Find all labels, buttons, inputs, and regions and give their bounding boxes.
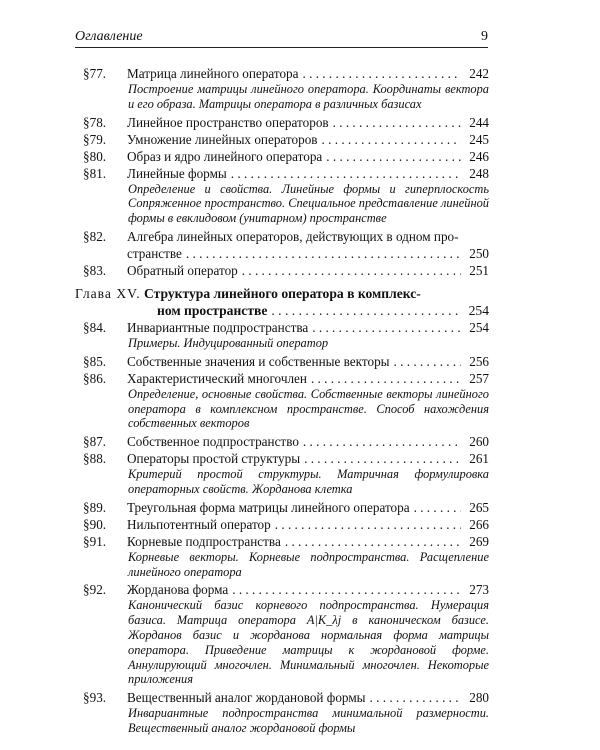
page-number: 256 [469, 353, 489, 369]
section-description: Определение и свойства. Линейные формы и гиперплоскость Сопряженное пространство. Специальное представление линейной формы в евклидовом (унитарном) пространстве [128, 181, 489, 226]
leader-dots [394, 353, 461, 370]
toc-entry[interactable] [75, 228, 489, 262]
chapter-title: Структура линейного оператора в комплекс- [144, 285, 421, 301]
toc-entry[interactable] [75, 516, 489, 533]
toc-entry[interactable] [75, 65, 489, 112]
section-title: Собственные значения и собственные векторы [127, 353, 390, 369]
section-number: §88. [83, 451, 107, 467]
leader-dots [303, 65, 462, 82]
section-number: §81. [83, 165, 107, 181]
section-title: Собственное подпространство [127, 434, 299, 450]
leader-dots [322, 131, 461, 148]
section-number: §92. [83, 582, 107, 598]
section-number: §91. [83, 533, 107, 549]
section-number: §77. [83, 66, 107, 81]
section-number: §80. [83, 148, 107, 164]
section-number: §86. [83, 370, 107, 386]
section-title: Умножение линейных операторов [127, 131, 318, 147]
page-number: 246 [469, 148, 489, 164]
page-number: 244 [469, 114, 489, 130]
leader-dots [231, 165, 461, 182]
page-number: 266 [469, 516, 489, 532]
header-section-title: Оглавление [75, 29, 143, 44]
page-number: 257 [469, 370, 489, 386]
page-number: 242 [469, 66, 489, 81]
section-number: §93. [83, 690, 107, 706]
leader-dots [333, 114, 461, 131]
table-of-contents [75, 65, 489, 738]
leader-dots [303, 433, 461, 450]
chapter-page: 254 [468, 302, 489, 318]
toc-entry[interactable] [75, 450, 489, 497]
chapter-label: Глава XV. [75, 285, 141, 301]
page-number: 260 [469, 434, 489, 450]
section-number: §82. [83, 228, 107, 244]
section-number: §79. [83, 131, 107, 147]
section-number: §84. [83, 319, 107, 335]
leader-dots [242, 262, 461, 279]
section-title: Линейные формы [127, 165, 227, 181]
section-title: Треугольная форма матрицы линейного оператора [127, 499, 410, 515]
toc-entry[interactable] [75, 353, 489, 370]
section-number: §83. [83, 262, 107, 278]
section-title: Корневые подпространства [127, 533, 281, 549]
toc-entry[interactable] [75, 581, 489, 687]
section-title: Нильпотентный оператор [127, 516, 271, 532]
toc-entry[interactable] [75, 148, 489, 165]
toc-entry[interactable] [75, 499, 489, 516]
chapter-title-cont: ном пространстве [157, 302, 268, 318]
toc-entry[interactable] [75, 319, 489, 351]
leader-dots [275, 516, 461, 533]
section-title: Матрица линейного оператора [127, 66, 299, 81]
section-title: Обратный оператор [127, 262, 238, 278]
page-number: 265 [469, 499, 489, 515]
toc-entry[interactable] [75, 114, 489, 131]
leader-dots [326, 148, 461, 165]
section-title: Алгебра линейных операторов, действующих в одном про- [127, 228, 459, 244]
section-description: Инвариантные подпространства минимальной размерности. Вещественный аналог жордановой формы [128, 706, 489, 735]
toc-chapter[interactable] [75, 285, 489, 319]
section-title: Характеристический многочлен [127, 370, 307, 386]
section-title: Жорданова форма [127, 582, 229, 598]
toc-entry[interactable] [75, 165, 489, 226]
page-number: 269 [469, 533, 489, 549]
toc-entry[interactable] [75, 433, 489, 450]
section-title: Операторы простой структуры [127, 451, 301, 467]
page-number: 245 [469, 131, 489, 147]
page-number: 251 [469, 262, 489, 278]
section-number: §85. [83, 353, 107, 369]
section-number: §90. [83, 516, 107, 532]
section-number: §89. [83, 499, 107, 515]
page-number: 248 [469, 165, 489, 181]
section-number: §78. [83, 114, 107, 130]
section-description: Определение, основные свойства. Собственные векторы линейного оператора в комплексном пространстве. Способ нахождения собственных векторов [128, 386, 489, 431]
toc-entry[interactable] [75, 533, 489, 580]
section-description: Корневые векторы. Корневые подпространства. Расщепление линейного оператора [128, 549, 489, 579]
leader-dots [271, 302, 461, 319]
leader-dots [370, 689, 461, 706]
toc-entry[interactable] [75, 131, 489, 148]
section-title: Вещественный аналог жордановой формы [127, 690, 366, 706]
leader-dots [312, 319, 461, 336]
toc-entry[interactable] [75, 262, 489, 279]
section-title: Линейное пространство операторов [127, 114, 329, 130]
section-description: Критерий простой структуры. Матричная формулировка операторных свойств. Жорданова клетка [128, 467, 489, 496]
leader-dots [311, 370, 461, 387]
section-title-cont: странстве [127, 245, 182, 261]
header-page-number: 9 [481, 29, 488, 44]
leader-dots [285, 533, 461, 550]
section-number: §87. [83, 434, 107, 450]
running-header [75, 27, 488, 48]
page-number: 273 [469, 582, 489, 598]
toc-entry[interactable] [75, 370, 489, 431]
section-description: Примеры. Индуцированный оператор [128, 335, 329, 350]
page-number: 280 [469, 690, 489, 706]
leader-dots [186, 245, 461, 262]
leader-dots [304, 450, 461, 467]
leader-dots [232, 581, 461, 598]
section-title: Образ и ядро линейного оператора [127, 148, 323, 164]
toc-entry[interactable] [75, 689, 489, 736]
section-description: Построение матрицы линейного оператора. Координаты вектора и его образа. Матрицы оператора в различных базисах [128, 82, 489, 111]
section-description: Канонический базис корневого подпространства. Нумерация базиса. Матрица оператора A|K_λj в каноническом базисе. Жорданов базис и жорданова нормальная форма матрицы оператора. Приведение матрицы к жордановой форме. Аннулирующий многочлен. Минимальный многочлен. Некоторые приложения [128, 598, 489, 687]
page-number: 250 [469, 245, 489, 261]
page-number: 261 [469, 451, 489, 467]
page-number: 254 [469, 319, 489, 335]
leader-dots [414, 499, 461, 516]
section-title: Инвариантные подпространства [127, 319, 309, 335]
